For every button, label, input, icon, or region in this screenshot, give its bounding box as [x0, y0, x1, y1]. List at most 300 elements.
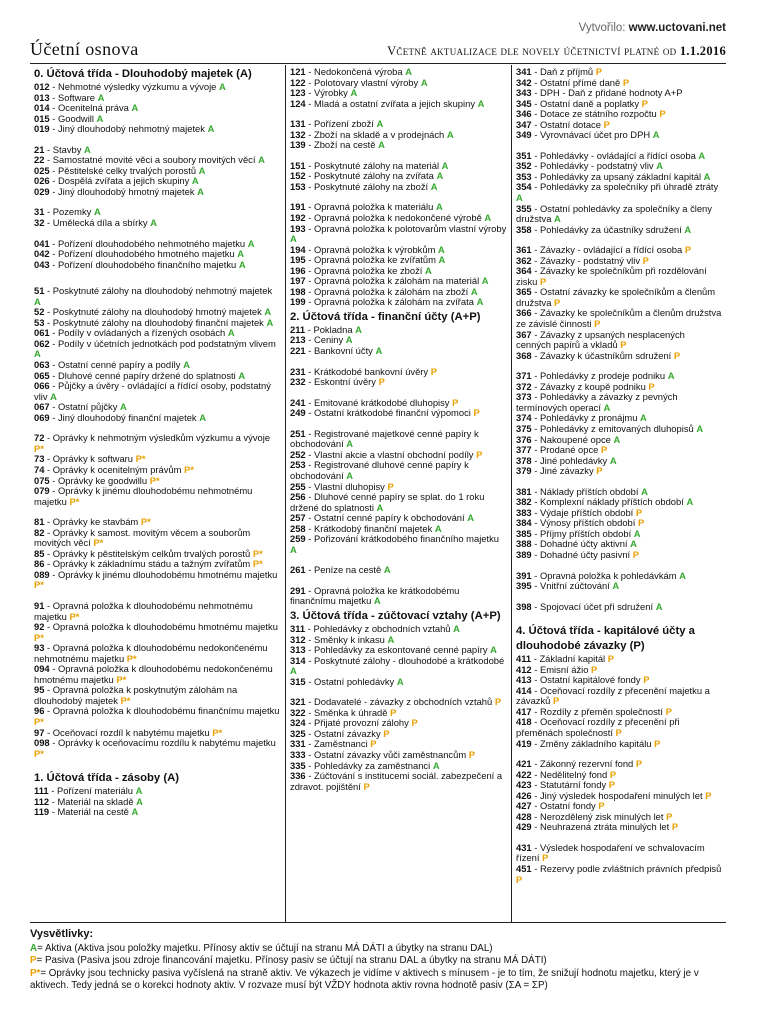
- account-code: 368: [516, 349, 532, 361]
- side-marker: A: [376, 501, 384, 513]
- account-code: 52: [34, 306, 45, 318]
- account-item: [290, 771, 507, 792]
- account-name: - Pořízení materiálu: [48, 785, 136, 797]
- account-name: - Registrované majetkové cenné papíry k obchodování: [290, 427, 479, 450]
- side-marker: P*: [149, 474, 160, 486]
- side-marker: P: [603, 118, 610, 130]
- side-marker: P: [666, 810, 673, 822]
- account-code: 426: [516, 789, 532, 801]
- account-code: 196: [290, 264, 306, 276]
- account-code: 335: [290, 759, 306, 771]
- account-name: - Nerozdělený zisk minulých let: [531, 810, 667, 822]
- side-marker: A: [198, 164, 206, 176]
- account-name: - Oprávky ke stavbám: [44, 516, 141, 528]
- subtitle-date: 1.1.2016: [679, 44, 726, 58]
- account-item: [516, 266, 722, 287]
- account-code: 367: [516, 328, 532, 340]
- side-marker: A: [84, 143, 91, 155]
- account-code: 361: [516, 244, 532, 256]
- side-marker: P: [383, 727, 390, 739]
- account-code: 197: [290, 275, 306, 287]
- account-name: - Oceňovací rozdíly z přecenění při přeměnách společností: [516, 716, 680, 738]
- account-code: 015: [34, 112, 50, 124]
- side-marker: P*: [69, 610, 80, 622]
- account-name: - Pohledávky za společníky při úhradě ztráty: [531, 181, 719, 193]
- account-name: - Software: [49, 91, 98, 103]
- account-code: 257: [290, 512, 306, 524]
- account-name: - Oprávky k softwaru: [44, 453, 136, 465]
- side-marker: P*: [116, 673, 127, 685]
- account-code: 193: [290, 222, 306, 234]
- account-code: 063: [34, 359, 50, 371]
- spacer: [34, 759, 281, 769]
- side-marker: P: [553, 695, 560, 707]
- account-code: 119: [34, 806, 50, 818]
- side-marker: P: [390, 706, 397, 718]
- account-name: - Oprávky k nehmotným výsledkům výzkumu a vývoje: [44, 432, 271, 444]
- account-code: 251: [290, 427, 306, 439]
- side-marker: A: [612, 580, 620, 592]
- side-marker: P*: [69, 495, 80, 507]
- side-marker: P*: [34, 631, 44, 643]
- account-name: - Pohledávky za eskontované cenné papíry: [305, 644, 491, 656]
- account-name: - Rezervy podle zvláštních právních předpisů: [531, 863, 722, 874]
- side-marker: A: [516, 192, 523, 204]
- account-code: 194: [290, 243, 306, 255]
- account-name: - Pohledávky - podstatný vliv: [531, 160, 657, 172]
- account-item: [516, 351, 722, 362]
- account-name: - Zboží na cestě: [305, 139, 379, 151]
- account-name: - Opravná položka k zálohám na materiál: [305, 275, 482, 287]
- account-code: 152: [290, 170, 306, 182]
- account-name: - Mladá a ostatní zvířata a jejich skupiny: [305, 97, 478, 109]
- account-item: [290, 460, 507, 481]
- side-marker: A: [554, 213, 561, 225]
- account-code: 249: [290, 407, 306, 419]
- account-name: - Jiné pohledávky: [531, 454, 610, 466]
- account-item: [290, 224, 507, 245]
- account-name: - Opravná položka k pohledávkám: [531, 569, 680, 581]
- side-marker: P: [635, 758, 643, 770]
- side-marker: P: [705, 789, 712, 801]
- account-code: 355: [516, 202, 532, 214]
- account-item: [516, 686, 722, 707]
- side-marker: A: [467, 512, 474, 524]
- account-code: 431: [516, 841, 532, 853]
- account-item: [34, 643, 281, 664]
- account-code: 74: [34, 463, 45, 475]
- side-marker: A: [93, 206, 101, 218]
- side-marker: A: [373, 595, 381, 607]
- account-item: [516, 739, 722, 750]
- account-code: 012: [34, 81, 50, 92]
- side-marker: P: [684, 244, 692, 256]
- account-code: 31: [34, 206, 45, 218]
- account-name: - Pohledávky - ovládající a řídící osoba: [531, 149, 699, 161]
- account-code: 331: [290, 738, 306, 750]
- side-marker: A: [434, 522, 442, 534]
- account-code: 341: [516, 66, 532, 77]
- side-marker: P: [643, 674, 650, 686]
- legend-mark-p: P: [30, 955, 37, 966]
- account-code: 098: [34, 737, 50, 749]
- side-marker: P: [671, 821, 679, 833]
- side-marker: A: [490, 644, 497, 656]
- account-name: - Ostatní půjčky: [49, 401, 120, 413]
- side-marker: P: [370, 738, 377, 750]
- spacer: [516, 612, 722, 622]
- side-marker: A: [686, 496, 694, 508]
- side-marker: A: [438, 254, 446, 266]
- account-item: [516, 466, 722, 477]
- account-name: - Přijaté provozní zálohy: [305, 717, 412, 729]
- side-marker: A: [50, 390, 57, 402]
- account-code: 343: [516, 87, 532, 99]
- account-name: - Krátkodobé bankovní úvěry: [305, 365, 431, 377]
- account-name: - Oprávky k jinému dlouhodobému nehmotnému majetku: [34, 485, 253, 507]
- account-code: 381: [516, 485, 532, 497]
- account-name: - Výnosy příštích období: [531, 517, 638, 529]
- account-name: - Opravná položka k dlouhodobému nedokončenému hmotnému majetku: [34, 663, 273, 685]
- side-marker: A: [453, 622, 460, 634]
- legend-text-pstar: = Oprávky jsou technicky pasiva vyčíslená na straně aktiv. Ve výkazech je vidíme v aktivech s mínusem - je to tím, že snižují hodnotu majetku, který je v aktivech. Tedy jedná se o korekci hodnoty aktiv. V rozvaze musí být VŽDY hodnota aktiv rovna hodnotě pasiv (ΣA = ΣP): [30, 967, 699, 991]
- account-item: [290, 492, 507, 513]
- class-heading: 1. Účtová třída - zásoby (A): [34, 772, 180, 785]
- account-code: 32: [34, 217, 45, 229]
- account-code: 026: [34, 175, 50, 187]
- account-code: 374: [516, 412, 532, 424]
- side-marker: A: [355, 323, 362, 335]
- account-code: 398: [516, 600, 532, 612]
- side-marker: A: [258, 154, 265, 166]
- account-name: - Polotovary vlastní výroby: [305, 76, 421, 88]
- side-marker: A: [613, 433, 621, 445]
- account-item: [290, 297, 507, 308]
- side-marker: P*: [34, 715, 44, 727]
- side-marker: A: [652, 129, 660, 141]
- account-name: - Ostatní cenné papíry a podíly: [49, 359, 184, 371]
- account-code: 199: [290, 296, 306, 308]
- legend-line-p: [30, 955, 726, 968]
- account-name: - Pohledávky z prodeje podniku: [531, 370, 668, 382]
- page-title: Účetní osnova: [30, 39, 139, 59]
- account-code: 418: [516, 716, 532, 728]
- side-marker: P: [596, 465, 603, 477]
- account-name: - Výdaje příštích období: [531, 506, 636, 518]
- side-marker: P: [641, 97, 648, 109]
- side-marker: P: [363, 780, 370, 792]
- side-marker: A: [425, 264, 432, 276]
- account-code: 336: [290, 770, 306, 782]
- account-code: 211: [290, 323, 306, 335]
- account-code: 025: [34, 164, 50, 176]
- account-name: - Poskytnuté zálohy na materiál: [305, 159, 442, 171]
- side-marker: P: [632, 548, 640, 560]
- account-item: [34, 738, 281, 759]
- account-item: [516, 182, 722, 203]
- account-code: 253: [290, 459, 306, 471]
- account-name: - Nehmotné výsledky výzkumu a vývoje: [49, 81, 219, 92]
- account-code: 311: [290, 622, 306, 634]
- account-name: - Výsledek hospodaření ve schvalovacím řízení: [516, 841, 705, 864]
- credit-site[interactable]: www.uctovani.net: [628, 22, 726, 34]
- side-marker: P*: [135, 453, 146, 465]
- account-code: 81: [34, 516, 45, 528]
- account-code: 413: [516, 674, 532, 686]
- side-marker: A: [655, 600, 663, 612]
- account-name: - Opravná položka k dlouhodobému hmotnému majetku: [44, 621, 278, 633]
- account-code: 019: [34, 123, 50, 135]
- account-code: 261: [290, 564, 306, 576]
- side-marker: A: [199, 411, 207, 423]
- side-marker: A: [477, 97, 485, 109]
- account-name: - DPH - Daň z přidané hodnoty A+P: [531, 87, 683, 99]
- account-name: - Zaměstnanci: [305, 738, 371, 750]
- account-code: 324: [290, 717, 306, 729]
- account-code: 255: [290, 480, 306, 492]
- account-code: 427: [516, 800, 532, 812]
- account-name: - Ostatní závazky: [305, 727, 384, 739]
- account-name: - Oprávky k základnímu stádu a tažným zvířatům: [44, 558, 253, 570]
- side-marker: A: [698, 149, 706, 161]
- account-name: - Pořízení dlouhodobého hmotného majetku: [49, 248, 238, 260]
- side-marker: P: [591, 663, 598, 675]
- account-code: 86: [34, 558, 45, 570]
- side-marker: A: [345, 334, 353, 346]
- side-marker: A: [135, 785, 143, 797]
- account-item: [34, 339, 281, 360]
- side-marker: A: [375, 345, 383, 357]
- account-name: - Opravná položka k dlouhodobému nedokončenému nehmotnému majetku: [34, 642, 268, 664]
- side-marker: A: [684, 223, 692, 235]
- side-marker: A: [131, 102, 139, 114]
- account-name: - Náklady příštích období: [531, 485, 642, 497]
- account-name: - Pořízení dlouhodobého nehmotného majetku: [49, 237, 248, 249]
- account-code: 232: [290, 376, 306, 388]
- side-marker: P: [539, 275, 547, 287]
- side-marker: P: [609, 768, 617, 780]
- account-item: [34, 218, 281, 229]
- account-name: - Spojovací účet při sdružení: [531, 600, 656, 612]
- account-name: - Bankovní účty: [305, 345, 376, 357]
- account-name: - Ostatní fondy: [531, 800, 599, 812]
- account-name: - Oprávky k ocenitelným právům: [44, 463, 185, 475]
- account-name: - Emisní ážio: [531, 663, 592, 675]
- account-name: - Zboží na skladě a v prodejnách: [305, 128, 447, 140]
- account-name: - Poskytnuté zálohy na dlouhodobý finanční majetek: [44, 316, 267, 328]
- account-code: 422: [516, 768, 532, 780]
- account-item: [516, 550, 722, 561]
- account-name: - Oprávky k pěstitelským celkům trvalých porostů: [44, 547, 253, 559]
- account-name: - Ostatní krátkodobé finanční výpomoci: [305, 407, 474, 419]
- account-code: 364: [516, 265, 532, 277]
- account-item: [516, 843, 722, 864]
- side-marker: P: [673, 349, 681, 361]
- account-name: - Eskontní úvěry: [305, 376, 379, 388]
- credit-label: Vytvořilo:: [578, 22, 629, 34]
- account-item: [34, 486, 281, 507]
- side-marker: P: [411, 717, 418, 729]
- account-name: - Jiný dlouhodobý finanční majetek: [49, 411, 200, 423]
- side-marker: P*: [93, 537, 104, 549]
- side-marker: P: [659, 108, 666, 120]
- side-marker: P: [387, 480, 394, 492]
- account-name: - Poskytnuté zálohy na dlouhodobý nehmotný majetek: [44, 285, 273, 297]
- account-name: - Oprávky k oceňovacímu rozdílu k nabytému majetku: [49, 737, 276, 749]
- account-code: 132: [290, 128, 306, 140]
- account-code: 391: [516, 569, 532, 581]
- side-marker: P: [476, 448, 483, 460]
- account-item: [516, 204, 722, 225]
- account-name: - Závazky z upsaných nesplacených cenných papírů a vkladů: [516, 328, 685, 351]
- account-code: 151: [290, 159, 306, 171]
- account-code: 411: [516, 653, 532, 665]
- account-name: - Statutární fondy: [531, 779, 609, 791]
- account-code: 345: [516, 97, 532, 109]
- account-item: [34, 381, 281, 402]
- side-marker: A: [290, 233, 297, 245]
- account-name: - Dotace ze státního rozpočtu: [531, 108, 660, 120]
- account-code: 72: [34, 432, 45, 444]
- side-marker: A: [183, 359, 190, 371]
- account-name: - Závazky - ovládající a řídící osoba: [531, 244, 685, 256]
- account-name: - Jiný výsledek hospodaření minulých let: [531, 789, 706, 801]
- account-name: - Výrobky: [305, 87, 351, 99]
- account-code: 067: [34, 401, 50, 413]
- account-name: - Pořizování krátkodobého finančního majetku: [305, 533, 499, 545]
- side-marker: A: [432, 759, 440, 771]
- side-marker: A: [350, 87, 358, 99]
- legend: [30, 928, 726, 993]
- side-marker: A: [131, 806, 139, 818]
- side-marker: P: [615, 726, 622, 738]
- account-name: - Dodavatelé - závazky z obchodních vztahů: [305, 696, 495, 708]
- account-code: 377: [516, 444, 532, 456]
- side-marker: A: [290, 543, 297, 555]
- account-code: 419: [516, 737, 532, 749]
- side-marker: P: [620, 339, 627, 351]
- account-code: 014: [34, 102, 50, 114]
- account-name: - Krátkodobý finanční majetek: [305, 522, 435, 534]
- side-marker: A: [197, 185, 204, 197]
- account-name: - Dohadné účty pasivní: [531, 548, 633, 560]
- account-item: [516, 717, 722, 738]
- account-name: - Samostatné movité věci a soubory movitých věcí: [44, 154, 259, 166]
- spacer: [34, 270, 281, 286]
- account-item: [516, 287, 722, 308]
- account-code: 213: [290, 334, 306, 346]
- account-item: [34, 664, 281, 685]
- account-code: 198: [290, 285, 306, 297]
- account-name: - Ocenitelná práva: [49, 102, 132, 114]
- account-code: 221: [290, 345, 306, 357]
- account-code: 256: [290, 491, 306, 503]
- account-name: - Směnka k úhradě: [305, 706, 391, 718]
- account-name: - Poskytnuté zálohy na zvířata: [305, 170, 437, 182]
- side-marker: P: [452, 396, 459, 408]
- account-name: - Pozemky: [44, 206, 94, 218]
- account-name: - Registrované dluhové cenné papíry k obchodování: [290, 459, 469, 481]
- account-code: 349: [516, 129, 532, 141]
- side-marker: P: [608, 779, 616, 791]
- account-code: 123: [290, 87, 306, 99]
- side-marker: A: [640, 412, 647, 424]
- account-item: [34, 124, 281, 135]
- side-marker: A: [430, 180, 438, 192]
- side-marker: P: [642, 254, 649, 266]
- account-name: - Poskytnuté zálohy na dlouhodobý hmotný majetek: [44, 306, 265, 318]
- side-marker: A: [470, 285, 478, 297]
- author-credit: [579, 22, 726, 34]
- account-code: 95: [34, 684, 45, 696]
- account-name: - Pohledávky za upsaný základní kapitál: [531, 170, 704, 182]
- side-marker: A: [656, 160, 663, 172]
- account-name: - Opravná položka ke zboží: [305, 264, 425, 276]
- account-item: [290, 377, 507, 388]
- account-name: - Vlastní akcie a vlastní obchodní podíly: [305, 448, 477, 460]
- account-name: - Emitované krátkodobé dluhopisy: [305, 396, 453, 408]
- account-code: 354: [516, 181, 532, 193]
- account-code: 351: [516, 149, 532, 161]
- side-marker: A: [481, 275, 489, 287]
- legend-line-a: [30, 943, 726, 956]
- account-name: - Ostatní pohledávky za společníky a členy družstva: [516, 202, 712, 225]
- account-code: 21: [34, 143, 45, 155]
- account-name: - Pokladna: [305, 323, 356, 335]
- side-marker: P: [494, 696, 502, 708]
- account-name: - Nedokončená výroba: [305, 66, 406, 77]
- account-code: 388: [516, 538, 532, 550]
- side-marker: P: [595, 66, 602, 77]
- side-marker: P: [542, 852, 549, 864]
- side-marker: A: [266, 316, 274, 328]
- account-name: - Podíly v účetních jednotkách pod podstatným vlivem: [49, 337, 276, 349]
- side-marker: A: [435, 201, 443, 213]
- account-code: 079: [34, 485, 50, 497]
- side-marker: A: [405, 66, 412, 77]
- account-code: 315: [290, 675, 306, 687]
- account-code: 451: [516, 863, 532, 874]
- side-marker: P: [594, 318, 601, 330]
- account-code: 421: [516, 758, 532, 770]
- side-marker: P*: [34, 747, 44, 759]
- account-name: - Opravná položka k poskytnutým zálohám na dlouhodobý majetek: [34, 684, 238, 706]
- account-code: 428: [516, 810, 532, 822]
- account-code: 124: [290, 97, 306, 109]
- account-code: 412: [516, 663, 532, 675]
- account-code: 241: [290, 396, 306, 408]
- account-name: - Opravná položka k výrobkům: [305, 243, 439, 255]
- account-item: [290, 565, 507, 576]
- account-name: - Závazky - podstatný vliv: [531, 254, 643, 266]
- account-code: 312: [290, 633, 306, 645]
- account-name: - Pěstitelské celky trvalých porostů: [49, 164, 199, 176]
- side-marker: A: [238, 258, 246, 270]
- account-name: - Pohledávky z obchodních vztahů: [305, 622, 454, 634]
- account-name: - Jiný dlouhodobý hmotný majetek: [49, 185, 198, 197]
- account-item: [290, 429, 507, 450]
- account-code: 389: [516, 548, 532, 560]
- account-code: 395: [516, 580, 532, 592]
- side-marker: A: [667, 370, 675, 382]
- side-marker: P: [635, 506, 643, 518]
- account-code: 346: [516, 108, 532, 120]
- account-name: - Komplexní náklady příštích období: [531, 496, 687, 508]
- account-name: - Příjmy příštích období: [531, 527, 634, 539]
- side-marker: A: [441, 159, 449, 171]
- account-item: [290, 677, 507, 688]
- account-name: - Oprávky k jinému dlouhodobému hmotnému majetku: [49, 568, 278, 580]
